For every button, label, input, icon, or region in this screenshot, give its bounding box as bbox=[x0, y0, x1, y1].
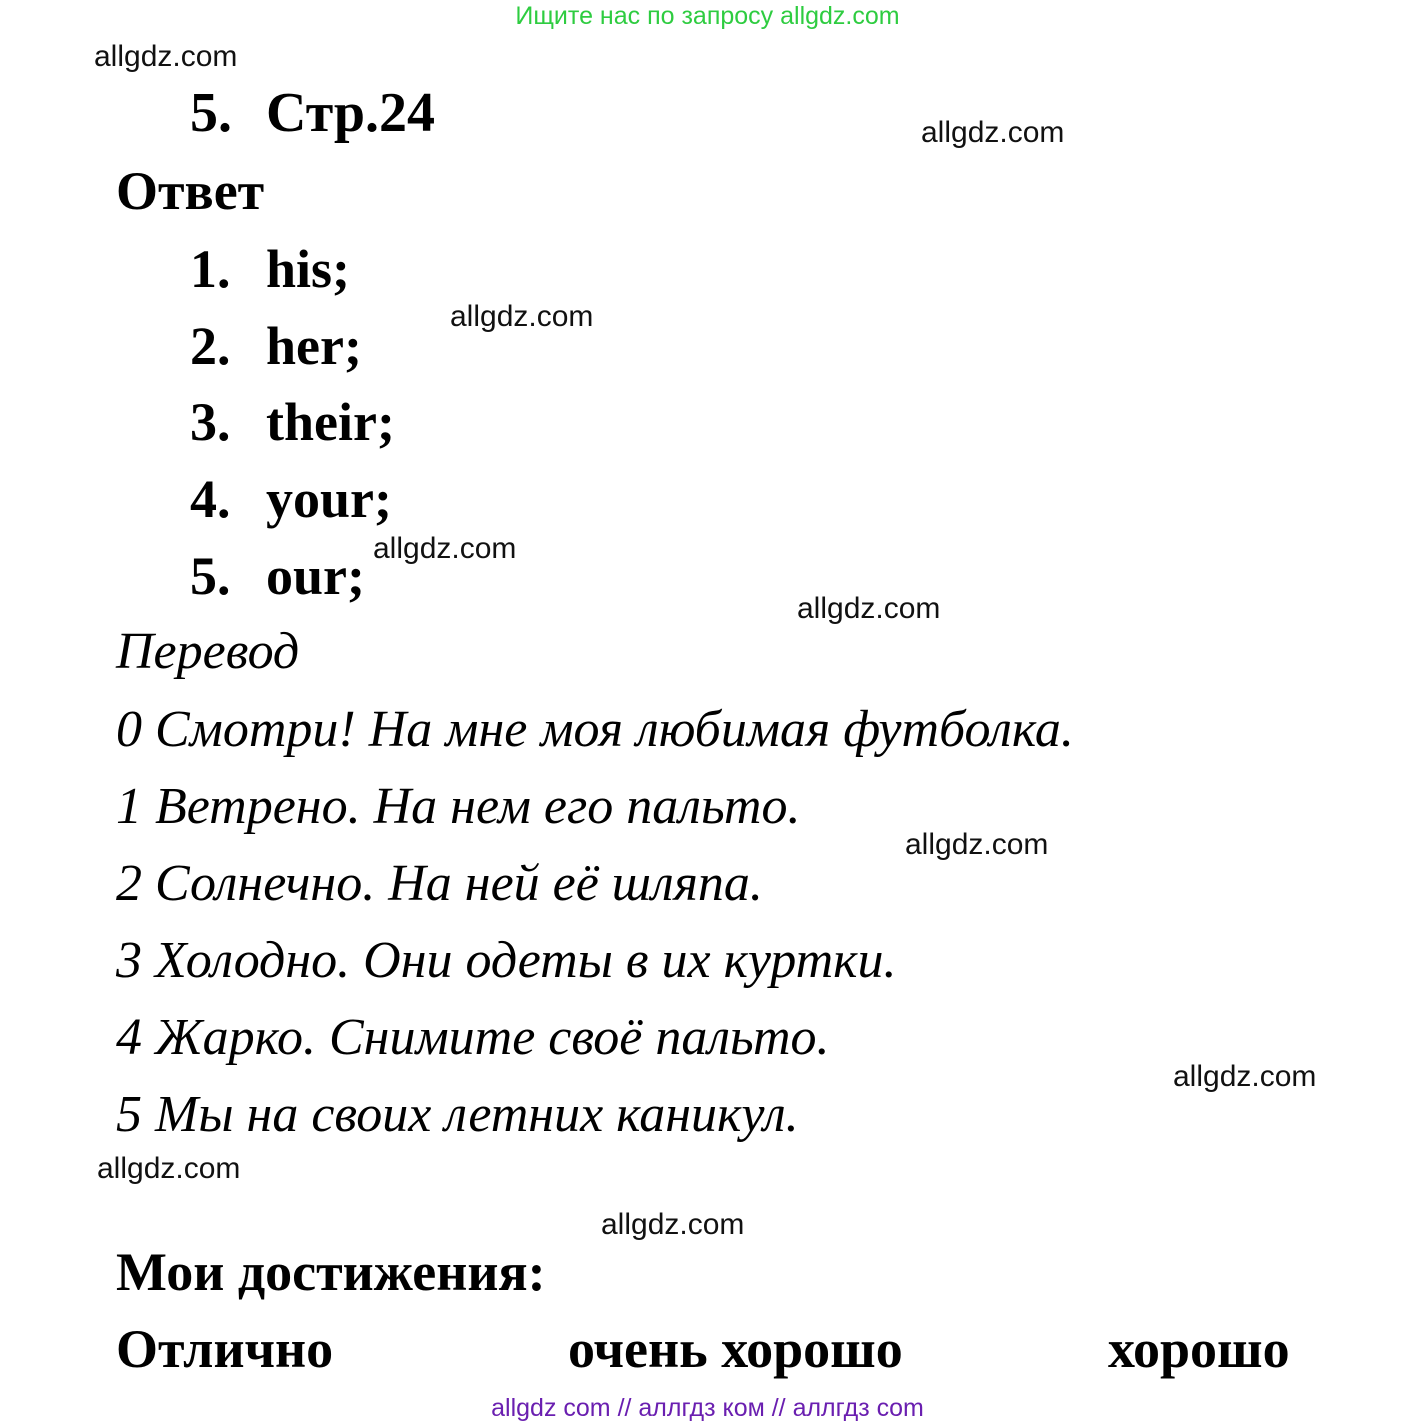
answer-item bbox=[190, 239, 351, 299]
top-banner[interactable]: Ищите нас по запросу allgdz.com bbox=[515, 2, 900, 30]
grade-good: хорошо bbox=[1108, 1319, 1290, 1379]
exercise-heading bbox=[190, 82, 436, 144]
watermark: allgdz.com bbox=[373, 532, 517, 565]
translation-line: 3 Холодно. Они одеты в их куртки. bbox=[116, 932, 897, 989]
translation-line: 5 Мы на своих летних каникул. bbox=[116, 1086, 799, 1143]
answer-item-number: 2. bbox=[190, 316, 231, 376]
answer-item-number: 3. bbox=[190, 392, 231, 452]
exercise-page-ref: Стр.24 bbox=[266, 82, 436, 144]
exercise-number: 5. bbox=[190, 82, 232, 144]
watermark: allgdz.com bbox=[450, 300, 594, 333]
watermark: allgdz.com bbox=[905, 828, 1049, 861]
answer-item-text: their; bbox=[266, 392, 395, 452]
answer-item-text: your; bbox=[266, 469, 392, 529]
watermark: allgdz.com bbox=[97, 1152, 241, 1185]
watermark: allgdz.com bbox=[601, 1208, 745, 1241]
watermark: allgdz.com bbox=[1173, 1060, 1317, 1093]
answer-item bbox=[190, 392, 395, 452]
grade-excellent: Отлично bbox=[116, 1319, 334, 1379]
translation-line: 4 Жарко. Снимите своё пальто. bbox=[116, 1009, 830, 1066]
watermark: allgdz.com bbox=[921, 116, 1065, 149]
translation-line: 0 Смотри! На мне моя любимая футболка. bbox=[116, 701, 1074, 758]
answer-item-number: 1. bbox=[190, 239, 231, 299]
translation-title: Перевод bbox=[116, 623, 300, 680]
answer-title: Ответ bbox=[116, 161, 265, 221]
answer-item bbox=[190, 316, 362, 376]
grade-very-good: очень хорошо bbox=[568, 1319, 903, 1379]
achievements-title: Мои достижения: bbox=[116, 1242, 546, 1302]
watermark: allgdz.com bbox=[797, 592, 941, 625]
answer-item-text: her; bbox=[266, 316, 362, 376]
answer-item-text: his; bbox=[266, 239, 351, 299]
translation-line: 2 Солнечно. На ней её шляпа. bbox=[116, 855, 763, 912]
footer-links[interactable]: allgdz com // аллгдз ком // аллгдз com bbox=[491, 1394, 924, 1422]
answer-item-number: 4. bbox=[190, 469, 231, 529]
answer-item-text: our; bbox=[266, 546, 365, 606]
answer-item bbox=[190, 546, 365, 606]
translation-line: 1 Ветрено. На нем его пальто. bbox=[116, 778, 801, 835]
answer-item-number: 5. bbox=[190, 546, 231, 606]
answer-item bbox=[190, 469, 392, 529]
watermark: allgdz.com bbox=[94, 40, 238, 73]
